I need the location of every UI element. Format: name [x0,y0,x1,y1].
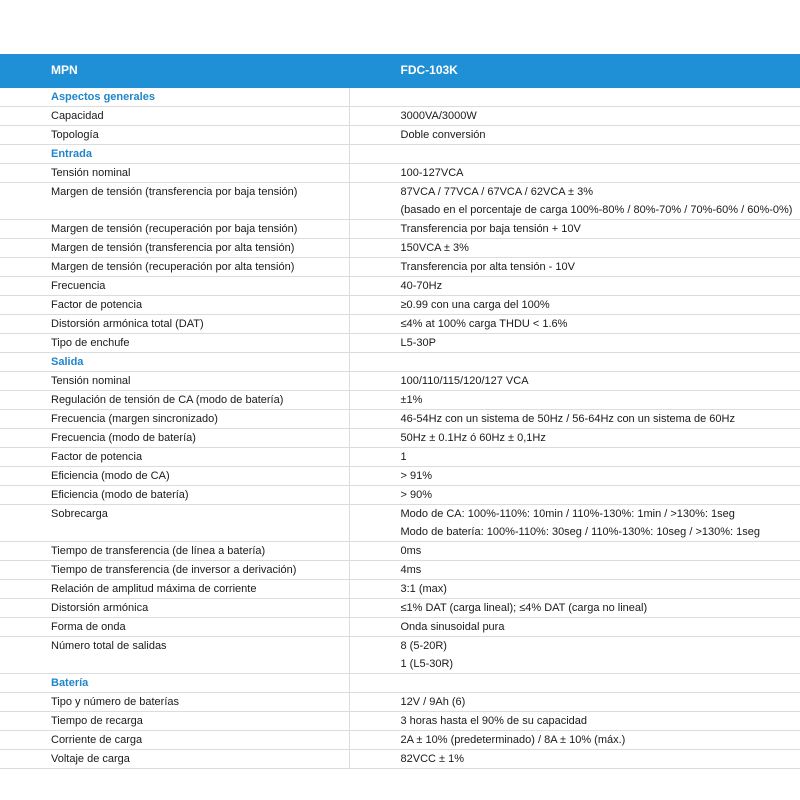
row-value-cell [349,391,800,410]
row-label: Frecuencia [0,277,349,296]
row-label: Eficiencia (modo de batería) [0,486,349,505]
row-value: 82VCC ± 1% [400,753,465,765]
row-label: Corriente de carga [0,731,349,750]
table-row [0,296,800,315]
row-value: 40-70Hz [400,280,443,292]
row-label: Voltaje de carga [0,750,349,769]
table-row [0,693,800,712]
row-value-cell [349,712,800,731]
row-value-cell [349,277,800,296]
row-value: ≤1% DAT (carga lineal); ≤4% DAT (carga no lineal) [400,602,648,614]
row-value-cell [349,315,800,334]
row-value-cell [349,220,800,239]
table-row [0,750,800,769]
row-label: Tipo de enchufe [0,334,349,353]
table-row [0,486,800,505]
row-value: Transferencia por alta tensión - 10V [400,261,575,273]
row-value: 150VCA ± 3% [400,242,469,254]
row-value-cell [349,467,800,486]
section-header-row [0,145,800,164]
table-row [0,164,800,183]
row-value: > 91% [400,470,432,482]
row-value-cell [349,334,800,353]
table-row [0,448,800,467]
section-empty-cell [349,145,800,164]
row-label: Topología [0,126,349,145]
row-value-cell [349,580,800,599]
table-row [0,618,800,637]
row-value-cell [349,107,800,126]
row-label: Tipo y número de baterías [0,693,349,712]
table-row [0,599,800,618]
row-value: Doble conversión [400,129,486,141]
row-label: Tiempo de transferencia (de inversor a derivación) [0,561,349,580]
row-label: Relación de amplitud máxima de corriente [0,580,349,599]
row-value: 4ms [400,564,422,576]
row-value-cell [349,637,800,674]
row-value-cell [349,372,800,391]
table-row [0,107,800,126]
row-label: Factor de potencia [0,448,349,467]
row-value: 2A ± 10% (predeterminado) / 8A ± 10% (máx.) [400,734,626,746]
row-label: Distorsión armónica total (DAT) [0,315,349,334]
row-value-cell [349,410,800,429]
row-label: Tiempo de recarga [0,712,349,731]
section-title: Salida [0,353,349,372]
row-value-cell [349,750,800,769]
table-row [0,183,800,220]
row-value: 3 horas hasta el 90% de su capacidad [400,715,588,727]
header-label: MPN [0,54,349,88]
row-value: ≤4% at 100% carga THDU < 1.6% [400,318,568,330]
section-empty-cell [349,353,800,372]
row-value: Modo de CA: 100%-110%: 10min / 110%-130%: 1min / >130%: 1seg [400,508,735,520]
table-row [0,315,800,334]
table-row [0,258,800,277]
row-value: 100-127VCA [400,167,464,179]
row-value-cell [349,618,800,637]
row-value-cell [349,183,800,220]
row-label: Distorsión armónica [0,599,349,618]
row-value-cell [349,239,800,258]
table-row [0,467,800,486]
row-value-cell [349,599,800,618]
row-value: 0ms [400,545,422,557]
table-header-row [0,54,800,88]
row-label: Número total de salidas [0,637,349,674]
table-row [0,429,800,448]
row-value: 87VCA / 77VCA / 67VCA / 62VCA ± 3% [400,186,594,198]
table-row [0,580,800,599]
row-label: Sobrecarga [0,505,349,542]
table-row [0,220,800,239]
row-value: 8 (5-20R) [400,640,447,652]
row-value: Modo de batería: 100%-110%: 30seg / 110%-130%: 10seg / >130%: 1seg [400,526,760,538]
row-label: Frecuencia (modo de batería) [0,429,349,448]
section-header-row [0,353,800,372]
row-value-cell [349,561,800,580]
table-row [0,391,800,410]
row-label: Forma de onda [0,618,349,637]
row-value: (basado en el porcentaje de carga 100%-80% / 80%-70% / 70%-60% / 60%-0%) [400,204,793,216]
row-value: 50Hz ± 0.1Hz ó 60Hz ± 0,1Hz [400,432,546,444]
row-value: > 90% [400,489,432,501]
section-title: Entrada [0,145,349,164]
row-value-cell [349,505,800,542]
row-value: 1 [400,451,407,463]
row-label: Tensión nominal [0,164,349,183]
row-label: Eficiencia (modo de CA) [0,467,349,486]
table-row [0,637,800,674]
table-row [0,712,800,731]
row-value: 46-54Hz con un sistema de 50Hz / 56-64Hz con un sistema de 60Hz [400,413,735,425]
row-value: 100/110/115/120/127 VCA [400,375,529,387]
row-label: Regulación de tensión de CA (modo de batería) [0,391,349,410]
table-row [0,277,800,296]
row-value: 3:1 (max) [400,583,447,595]
section-empty-cell [349,88,800,107]
row-value-cell [349,542,800,561]
row-value: Transferencia por baja tensión + 10V [400,223,581,235]
table-row [0,372,800,391]
section-title: Batería [0,674,349,693]
table-row [0,505,800,542]
table-row [0,542,800,561]
row-value-cell [349,164,800,183]
spec-table [0,54,800,769]
row-value: ≥0.99 con una carga del 100% [400,299,550,311]
table-row [0,334,800,353]
row-label: Margen de tensión (recuperación por alta tensión) [0,258,349,277]
spec-table-body [0,54,800,769]
row-value: 3000VA/3000W [400,110,477,122]
row-value: Onda sinusoidal pura [400,621,505,633]
row-value-cell [349,448,800,467]
row-label: Margen de tensión (transferencia por baja tensión) [0,183,349,220]
table-row [0,561,800,580]
row-value-cell [349,258,800,277]
table-row [0,731,800,750]
header-value: FDC-103K [349,54,800,88]
row-value: 1 (L5-30R) [400,658,454,670]
section-header-row [0,674,800,693]
row-value-cell [349,693,800,712]
section-empty-cell [349,674,800,693]
row-value-cell [349,126,800,145]
row-value: 12V / 9Ah (6) [400,696,466,708]
section-title: Aspectos generales [0,88,349,107]
row-label: Margen de tensión (transferencia por alta tensión) [0,239,349,258]
row-label: Tiempo de transferencia (de línea a batería) [0,542,349,561]
row-value-cell [349,296,800,315]
row-label: Margen de tensión (recuperación por baja tensión) [0,220,349,239]
section-header-row [0,88,800,107]
table-row [0,410,800,429]
row-value: ±1% [400,394,423,406]
row-label: Frecuencia (margen sincronizado) [0,410,349,429]
row-value: L5-30P [400,337,436,349]
row-label: Capacidad [0,107,349,126]
row-label: Factor de potencia [0,296,349,315]
row-value-cell [349,486,800,505]
row-value-cell [349,429,800,448]
row-value-cell [349,731,800,750]
table-row [0,239,800,258]
row-label: Tensión nominal [0,372,349,391]
table-row [0,126,800,145]
